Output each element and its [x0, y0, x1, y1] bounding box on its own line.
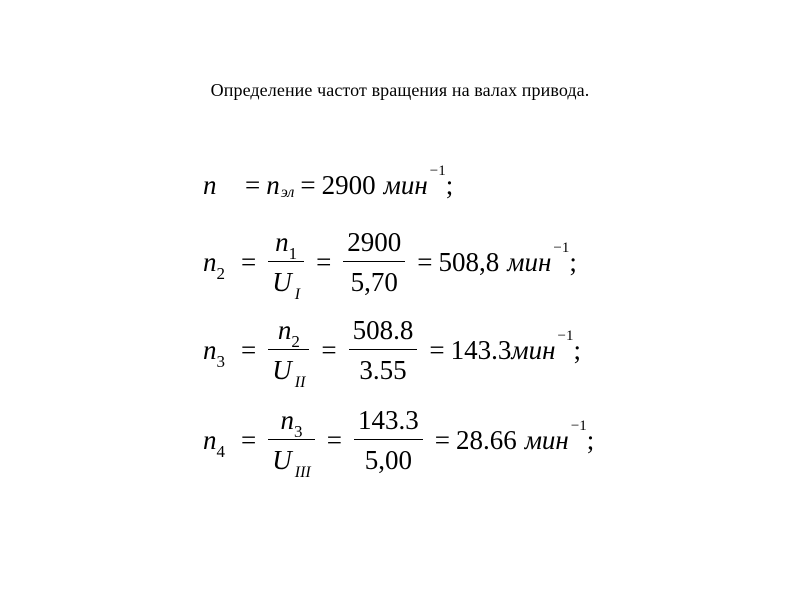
lhs-var: n [203, 424, 217, 455]
unit-exponent: −1 [553, 239, 570, 256]
numerator-sub: 2 [291, 331, 300, 351]
denominator-sub: II [294, 373, 306, 391]
rhs-var: n [266, 169, 280, 200]
equation-4 [203, 400, 594, 480]
lhs-sub: 2 [216, 263, 225, 283]
equals-sign: = [241, 424, 257, 455]
fraction-numerator: 2900 [347, 226, 402, 257]
equation-2 [203, 222, 577, 302]
unit: мин [383, 169, 428, 200]
lhs-var: n [203, 246, 217, 277]
slide-title: Определение частот вращения на валах привода. [210, 80, 590, 100]
numeric-fraction [343, 226, 405, 297]
value: 2900 [321, 169, 376, 200]
equals-sign: = [300, 169, 316, 200]
fraction-numerator: 508.8 [352, 314, 414, 345]
numerator-var: n [277, 314, 292, 345]
numerator-var: n [280, 404, 294, 435]
symbolic-fraction [268, 404, 314, 481]
denominator-var: U [272, 354, 292, 385]
terminator: ; [586, 424, 595, 455]
equals-sign: = [241, 246, 257, 277]
unit: мин [524, 424, 569, 455]
unit: мин [511, 334, 556, 365]
equation-1 [203, 145, 453, 225]
fraction-denominator: 5,00 [364, 444, 412, 475]
denominator-var: U [272, 444, 292, 475]
result-value: 508,8 [438, 246, 500, 277]
equals-sign: = [434, 424, 450, 455]
result-value: 143.3 [450, 334, 512, 365]
equation-3 [203, 310, 581, 390]
equals-sign: = [245, 169, 261, 200]
lhs-var: n [203, 169, 217, 200]
result-value: 28.66 [455, 424, 517, 455]
denominator-var: U [272, 266, 292, 297]
rhs-sub: эл [280, 184, 295, 201]
unit-exponent: −1 [429, 162, 446, 179]
equals-sign: = [326, 424, 342, 455]
numerator-sub: 3 [293, 421, 303, 441]
fraction-denominator: 3.55 [359, 354, 407, 385]
equals-sign: = [417, 246, 433, 277]
denominator-sub: III [294, 463, 311, 481]
fraction-denominator: 5,70 [350, 266, 398, 297]
fraction-numerator: 143.3 [357, 404, 419, 435]
unit: мин [507, 246, 552, 277]
symbolic-fraction [268, 226, 304, 303]
numeric-fraction [349, 314, 418, 385]
equals-sign: = [241, 334, 257, 365]
terminator: ; [573, 334, 581, 365]
terminator: ; [445, 169, 454, 200]
unit-exponent: −1 [570, 417, 587, 434]
numeric-fraction [354, 404, 423, 475]
lhs-sub: 3 [216, 351, 225, 371]
denominator-sub: I [294, 285, 301, 303]
terminator: ; [569, 246, 577, 277]
lhs-sub: 4 [216, 441, 225, 461]
equals-sign: = [429, 334, 445, 365]
unit-exponent: −1 [557, 327, 574, 344]
equals-sign: = [321, 334, 337, 365]
numerator-var: n [275, 226, 289, 257]
lhs-var: n [203, 334, 217, 365]
symbolic-fraction [268, 314, 309, 391]
numerator-sub: 1 [288, 243, 298, 263]
equals-sign: = [316, 246, 332, 277]
